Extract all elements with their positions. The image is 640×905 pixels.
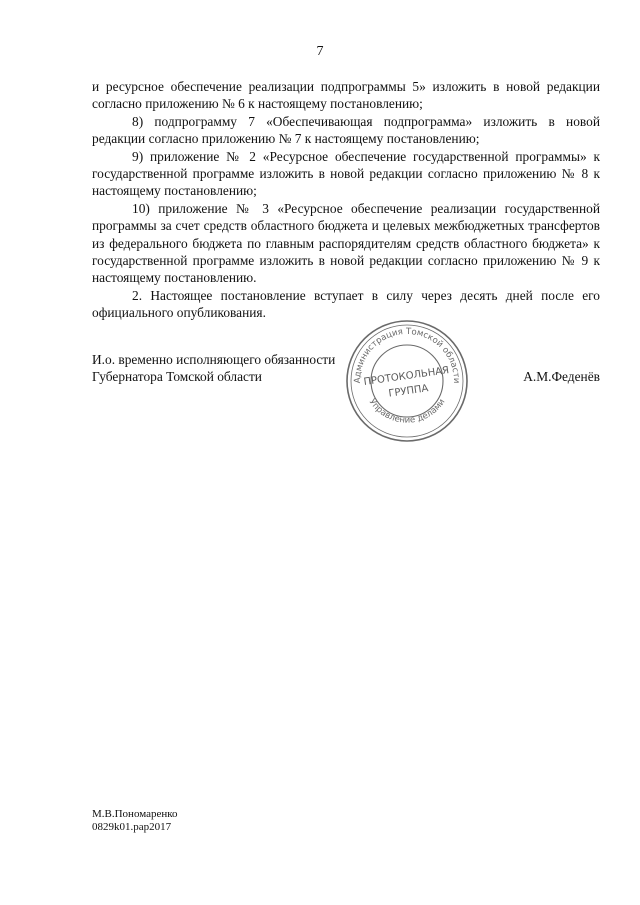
paragraph-item-8: 8) подпрограмму 7 «Обеспечивающая подпрограмма» изложить в новой редакции согласно приложению № 7 к настоящему постановлению; <box>92 113 600 147</box>
official-seal-stamp <box>344 318 470 444</box>
page-number: 7 <box>316 44 324 59</box>
footer-file-code: 0829k01.pap2017 <box>92 821 172 833</box>
paragraph-continuation: и ресурсное обеспечение реализации подпрограммы 5» изложить в новой редакции согласно приложению № 6 к настоящему постановлению; <box>92 79 600 112</box>
signer-title <box>92 351 335 386</box>
footer-executor <box>92 808 178 834</box>
signer-name: А.М.Феденёв <box>523 369 600 384</box>
paragraph-item-9: 9) приложение № 2 «Ресурсное обеспечение государственной программы» к государственной программе изложить в новой редакции согласно приложению № 8 к настоящему постановлению; <box>92 148 600 199</box>
svg-text:Управление делами <box>367 397 448 425</box>
stamp-outer-text-bottom: Управление делами <box>366 397 448 426</box>
paragraph-point-2: 2. Настоящее постановление вступает в силу через десять дней после его официального опубликования. <box>92 287 600 321</box>
signer-title-line-2: Губернатора Томской области <box>92 369 262 385</box>
document-body <box>92 78 600 322</box>
stamp-inner-line-1: ПРОТОКОЛЬНАЯ <box>362 365 450 388</box>
paragraph-item-10: 10) приложение № 3 «Ресурсное обеспечение реализации государственной программы за счет средств областного бюджета и целевых межбюджетных трансфертов из федерального бюджета по главным распорядителям средств областного бюджета» к государственной программе изложить в новой редакции согласно приложению № 9 к настоящему постановлению. <box>92 200 600 286</box>
footer-author: М.В.Пономаренко <box>92 808 178 820</box>
stamp-outer-text-top: Администрация Томской области <box>352 326 462 384</box>
signer-title-line-1: И.о. временно исполняющего обязанности <box>92 352 336 367</box>
stamp-inner-line-2: ГРУППА <box>387 383 430 400</box>
